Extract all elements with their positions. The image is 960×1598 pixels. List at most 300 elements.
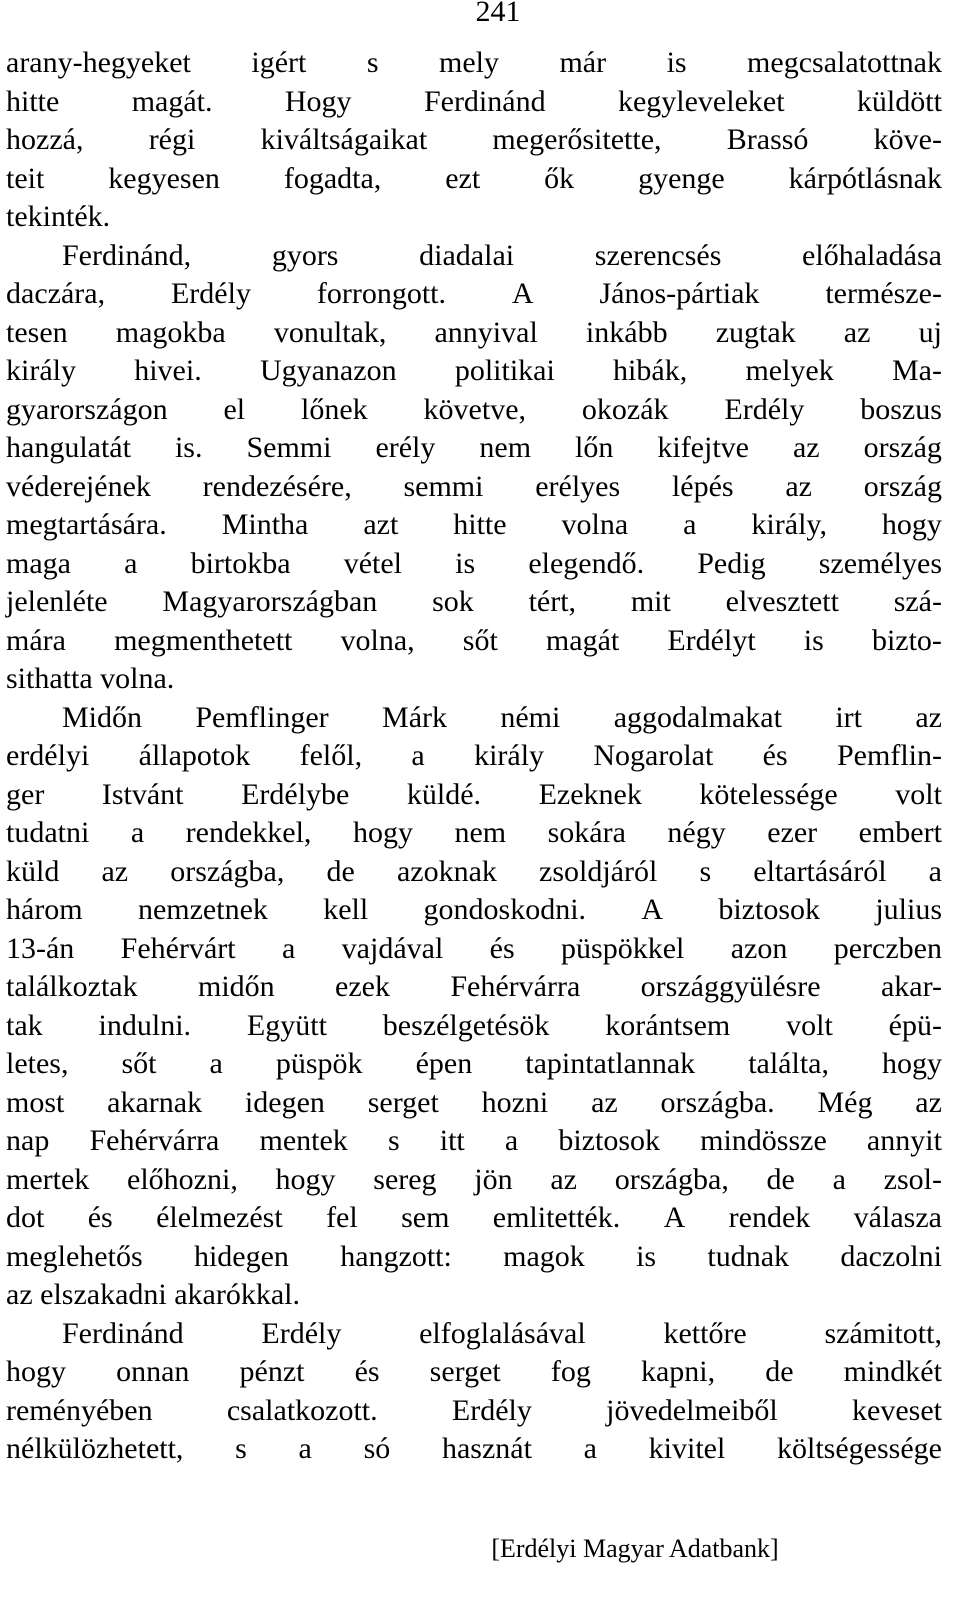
word: mit (630, 585, 671, 618)
word: el (223, 392, 246, 426)
word: jövedelmeiből (606, 1393, 778, 1427)
word: az (591, 1085, 618, 1119)
word: ezek (335, 970, 390, 1003)
paragraph (6, 1315, 942, 1469)
word: lépés (671, 469, 734, 503)
word: okozák (581, 392, 669, 426)
word: magát (545, 623, 620, 657)
word: mertek (6, 1162, 90, 1196)
word: mentek (259, 1124, 348, 1157)
word: s (235, 1432, 247, 1465)
word: is (803, 623, 824, 657)
word: azoknak (396, 854, 497, 888)
word: de (766, 1162, 795, 1196)
word: irt (835, 700, 862, 734)
word: serget (429, 1355, 501, 1388)
word: 13-án (6, 931, 75, 965)
text-line (6, 583, 942, 622)
text-line (6, 1353, 942, 1392)
word: sőt (121, 1047, 157, 1080)
word: hitte (6, 84, 60, 118)
word: számitott, (824, 1316, 942, 1350)
word: Ezeknek (538, 777, 642, 811)
text-line (6, 1199, 942, 1238)
word: s (699, 854, 712, 888)
word: követve, (423, 392, 527, 426)
word: hitte (453, 508, 507, 541)
word: maga (6, 546, 71, 580)
word: embert (858, 816, 942, 849)
word: daczolni (840, 1239, 942, 1273)
word: letes, (6, 1047, 69, 1080)
word: magok (503, 1239, 585, 1273)
word: daczára, (6, 277, 106, 310)
word: lőn (575, 431, 614, 464)
word: megtartására. (6, 508, 167, 541)
word: tért, (528, 585, 577, 618)
page-number: 241 (475, 0, 521, 28)
word: tudatni (6, 816, 90, 849)
word: kegyesen (108, 161, 220, 195)
word: fogadta, (283, 161, 382, 195)
word: a (124, 546, 138, 580)
word: is (666, 46, 687, 79)
word: fog (550, 1355, 591, 1388)
text-line (6, 237, 942, 276)
word: Nogarolat (593, 739, 714, 772)
word: vonultak, (273, 315, 387, 349)
word: pénzt (239, 1355, 305, 1388)
word: Erdély (261, 1316, 342, 1350)
word: az elszakadni akarókkal. (6, 1278, 301, 1311)
word: az (550, 1162, 577, 1196)
word: sithatta volna. (6, 662, 175, 695)
text-line (6, 44, 942, 83)
text-line (6, 1084, 942, 1123)
word: Midőn (62, 700, 143, 734)
word: Semmi (246, 431, 332, 464)
word: az (792, 431, 820, 464)
word: épen (415, 1047, 473, 1080)
word: felől, (299, 739, 363, 772)
word: zugtak (715, 315, 796, 349)
word: a (130, 816, 145, 849)
word: volna, (340, 623, 415, 657)
text-line (6, 1161, 942, 1200)
word: állapotok (138, 739, 251, 772)
word: rendekkel, (185, 816, 312, 849)
word: szá- (893, 585, 942, 618)
text-line (6, 545, 942, 584)
word: boszus (860, 392, 942, 426)
word: előhaladása (802, 238, 942, 272)
text-line (6, 1276, 942, 1315)
word: ország (863, 469, 942, 503)
word: annyival (434, 315, 538, 349)
word: lőnek (301, 392, 368, 426)
word: zsoldjáról (539, 854, 658, 888)
word: Ugyanazon (259, 354, 397, 387)
word: némi (500, 700, 561, 734)
word: Ma- (891, 354, 942, 387)
text-line (6, 1007, 942, 1046)
word: perczben (833, 931, 942, 965)
word: Ferdinánd (423, 84, 546, 118)
word: volt (895, 777, 942, 811)
word: hogy (881, 508, 942, 541)
word: küld (6, 854, 60, 888)
word: már (559, 46, 607, 79)
text-line (6, 314, 942, 353)
word: mely (438, 46, 499, 79)
word: tudnak (707, 1239, 790, 1273)
word: Fehérvárra (89, 1124, 220, 1157)
text-line (6, 160, 942, 199)
text-line (6, 930, 942, 969)
word: kettőre (663, 1316, 747, 1350)
word: a (281, 931, 296, 965)
word: politikai (454, 354, 555, 387)
word: is. (174, 431, 203, 464)
word: aggodalmakat (613, 700, 782, 734)
word: só (363, 1432, 391, 1465)
word: Márk (382, 700, 447, 734)
text-line (6, 853, 942, 892)
word: személyes (818, 546, 942, 580)
word: hozzá, (6, 123, 84, 156)
text-line (6, 776, 942, 815)
word: király, (751, 508, 827, 541)
word: igért (251, 46, 307, 79)
word: Erdély (724, 392, 805, 426)
word: találkoztak (6, 970, 138, 1003)
word: megcsalatottnak (747, 46, 942, 79)
footer-source: [Erdélyi Magyar Adatbank] (491, 1534, 779, 1563)
text-line (6, 1315, 942, 1354)
word: kárpótlásnak (788, 161, 942, 195)
text-line (6, 622, 942, 661)
word: Fehérvárra (450, 970, 581, 1003)
word: hibák, (613, 354, 688, 387)
word: A (663, 1201, 686, 1234)
word: véderejének (6, 469, 151, 503)
word: találta, (748, 1047, 829, 1080)
word: a (928, 854, 942, 888)
word: püspökkel (561, 931, 685, 965)
word: rendek (728, 1201, 811, 1234)
word: a (504, 1124, 519, 1157)
word: fel (326, 1201, 358, 1234)
word: de (326, 854, 355, 888)
word: bizto- (871, 623, 942, 657)
word: akarnak (107, 1085, 203, 1119)
word: és (87, 1201, 113, 1234)
text-line (6, 506, 942, 545)
word: küldé. (406, 777, 482, 811)
word: elvesztett (725, 585, 839, 618)
word: a (583, 1432, 597, 1465)
word: teit (6, 161, 45, 195)
text-line (6, 1122, 942, 1161)
word: sőt (462, 623, 498, 657)
word: idegen (244, 1085, 325, 1119)
word: hangulatát (6, 431, 131, 464)
word: ger (6, 777, 45, 811)
word: Még (817, 1085, 873, 1119)
word: melyek (745, 354, 834, 387)
word: Pedig (697, 546, 766, 580)
word: országgyülésre (640, 970, 821, 1003)
word: Fehérvárt (120, 931, 236, 965)
word: sem (401, 1201, 450, 1234)
word: hangzott: (340, 1239, 452, 1273)
word: Együtt (246, 1008, 327, 1042)
word: hogy (6, 1355, 66, 1388)
text-line (6, 968, 942, 1007)
word: az (915, 700, 942, 734)
word: kiváltságaikat (260, 123, 428, 156)
text-line (6, 429, 942, 468)
word: Mintha (221, 508, 309, 541)
word: kifejtve (657, 431, 749, 464)
word: meglehetős (6, 1239, 143, 1273)
text-line (6, 660, 942, 699)
text-line (6, 699, 942, 738)
text-line (6, 468, 942, 507)
word: reményében (6, 1393, 153, 1427)
word: s (387, 1124, 400, 1157)
word: serget (367, 1085, 439, 1119)
word: dot (6, 1201, 45, 1234)
word: és (762, 739, 788, 772)
word: annyit (866, 1124, 942, 1157)
word: indulni. (98, 1008, 192, 1042)
word: a (298, 1432, 312, 1465)
word: arany-hegyeket (6, 46, 191, 79)
word: ezt (445, 161, 481, 195)
word: kell (323, 893, 369, 926)
word: országba, (614, 1162, 729, 1196)
text-line (6, 1238, 942, 1277)
word: itt (439, 1124, 465, 1157)
text-line (6, 1045, 942, 1084)
word: az (101, 854, 129, 888)
word: rendezésére, (202, 469, 352, 503)
word: kapni, (640, 1355, 716, 1388)
word: is (636, 1239, 657, 1273)
paragraph (6, 44, 942, 237)
word: de (765, 1355, 794, 1388)
word: is (455, 546, 476, 580)
word: erélyes (535, 469, 621, 503)
word: válasza (853, 1201, 942, 1234)
word: onnan (116, 1355, 190, 1388)
word: julius (875, 893, 942, 926)
word: szerencsés (594, 238, 722, 272)
word: tekinték. (6, 200, 111, 233)
word: A (511, 277, 534, 310)
word: hogy (882, 1047, 942, 1080)
paragraph (6, 699, 942, 1315)
word: birtokba (190, 546, 291, 580)
word: mára (6, 623, 66, 657)
word: akar- (880, 970, 942, 1003)
text-line (6, 737, 942, 776)
word: király (474, 739, 545, 772)
word: s (366, 46, 379, 79)
word: természe- (825, 277, 942, 310)
word: Pemflinger (195, 700, 329, 734)
word: Erdély (170, 277, 251, 310)
word: és (489, 931, 515, 965)
word: gyenge (638, 161, 725, 195)
word: kegyleveleket (617, 84, 785, 118)
word: gyarországon (6, 392, 168, 426)
word: zsol- (883, 1162, 942, 1196)
word: csalatkozott. (226, 1393, 378, 1427)
word: három (6, 893, 83, 926)
word: ország (863, 431, 942, 464)
word: Erdélybe (241, 777, 350, 811)
text-line (6, 1392, 942, 1431)
text-line (6, 891, 942, 930)
word: ezer (767, 816, 818, 849)
word: jön (474, 1162, 513, 1196)
word: országba, (170, 854, 285, 888)
word: biztosok (558, 1124, 661, 1157)
word: beszélgetésök (382, 1008, 550, 1042)
word: az (915, 1085, 942, 1119)
word: uj (918, 315, 942, 349)
word: a (832, 1162, 846, 1196)
text-line (6, 391, 942, 430)
word: azt (363, 508, 399, 541)
word: erdélyi (6, 739, 90, 772)
word: hogy (275, 1162, 336, 1196)
text-line (6, 121, 942, 160)
word: elegendő. (528, 546, 645, 580)
word: megerősitette, (492, 123, 662, 156)
word: és (354, 1355, 380, 1388)
word: elfoglalásával (419, 1316, 586, 1350)
word: vétel (343, 546, 403, 580)
word: a (683, 508, 697, 541)
word: Hogy (284, 84, 352, 118)
word: azon (730, 931, 788, 965)
word: Erdély (451, 1393, 532, 1427)
word: kivitel (648, 1432, 726, 1465)
word: inkább (585, 315, 668, 349)
word: midőn (197, 970, 275, 1003)
word: nem (454, 816, 507, 849)
word: országba. (660, 1085, 775, 1119)
text-line (6, 352, 942, 391)
word: A (641, 893, 664, 926)
word: forrongott. (316, 277, 446, 310)
word: mindössze (700, 1124, 827, 1157)
word: a (411, 739, 425, 772)
word: az (843, 315, 871, 349)
word: jelenléte (6, 585, 108, 618)
word: diadalai (419, 238, 515, 272)
word: Magyarországban (162, 585, 378, 618)
word: köve- (873, 123, 942, 156)
word: régi (148, 123, 196, 156)
word: magát. (131, 84, 213, 118)
word: korántsem (605, 1008, 731, 1042)
word: négy (667, 816, 726, 849)
text-line (6, 198, 942, 237)
text-line (6, 83, 942, 122)
word: Brassó (726, 123, 809, 156)
word: Erdélyt (667, 623, 756, 657)
word: Istvánt (101, 777, 184, 811)
word: Pemflin- (837, 739, 942, 772)
word: Ferdinánd (62, 1316, 184, 1350)
word: vajdával (341, 931, 444, 965)
word: mindkét (843, 1355, 942, 1388)
word: költségessége (777, 1432, 942, 1465)
word: hozni (481, 1085, 549, 1119)
word: a (209, 1047, 223, 1080)
text-line (6, 275, 942, 314)
word: tak (6, 1008, 43, 1042)
word: sokára (547, 816, 626, 849)
word: hidegen (193, 1239, 289, 1273)
word: erély (375, 431, 436, 464)
word: keveset (852, 1393, 942, 1427)
word: hogy (352, 816, 413, 849)
word: nemzetnek (137, 893, 268, 926)
word: sok (432, 585, 474, 618)
word: küldött (856, 84, 942, 118)
word: sereg (373, 1162, 437, 1196)
word: tapintatlannak (525, 1047, 696, 1080)
word: ők (544, 161, 575, 195)
word: gyors (271, 238, 339, 272)
word: semmi (403, 469, 484, 503)
word: gondoskodni. (423, 893, 587, 926)
word: volna (561, 508, 629, 541)
word: magokba (115, 315, 226, 349)
text-body (6, 44, 942, 1469)
word: megmenthetett (114, 623, 293, 657)
text-line (6, 814, 942, 853)
word: az (785, 469, 812, 503)
word: Ferdinánd, (62, 238, 192, 272)
word: hivei. (134, 354, 202, 387)
word: most (6, 1085, 65, 1119)
word: emlitették. (492, 1201, 621, 1234)
word: János-pártiak (599, 277, 760, 310)
word: nap (6, 1124, 50, 1157)
word: tesen (6, 315, 68, 349)
word: épü- (888, 1008, 942, 1042)
word: eltartásáról (753, 854, 887, 888)
word: hasznát (441, 1432, 532, 1465)
word: nélkülözhetett, (6, 1432, 184, 1465)
word: király (6, 354, 76, 387)
word: kötelessége (699, 777, 838, 811)
word: volt (786, 1008, 833, 1042)
word: előhozni, (127, 1162, 238, 1196)
word: biztosok (718, 893, 820, 926)
word: élelmezést (156, 1201, 283, 1234)
text-line (6, 1430, 942, 1469)
word: püspök (275, 1047, 363, 1080)
word: nem (479, 431, 532, 464)
paragraph (6, 237, 942, 699)
